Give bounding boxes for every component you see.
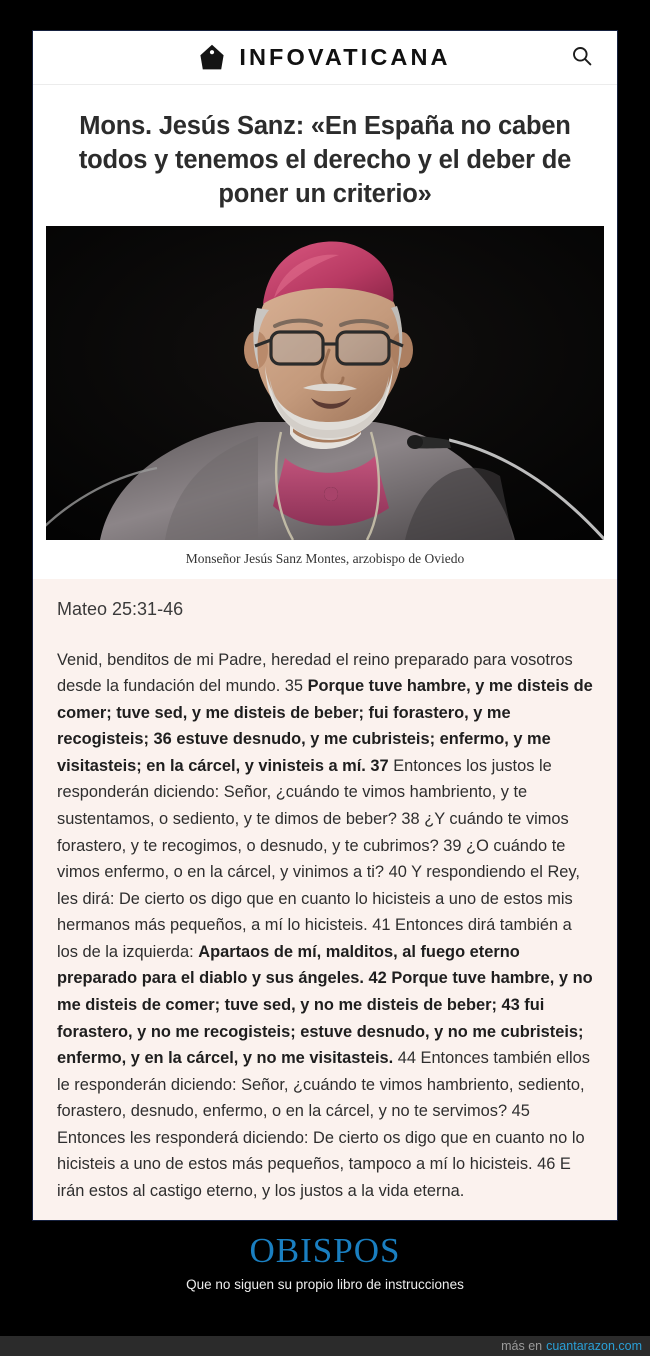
article-figure xyxy=(33,226,617,579)
scripture-bold-run: Apartaos de mí, malditos, al fuego eterno preparado para el diablo y sus ángeles. 42 Porque tuve hambre, y no me disteis de comer; tuve sed, y no me disteis de beber; 43 fui forastero, y no me recogisteis; estuve desnudo, y no me cubristeis; enfermo, y en la cárcel, y no me visitasteis. xyxy=(57,942,593,1068)
site-header xyxy=(33,31,617,84)
site-logo[interactable] xyxy=(199,44,450,71)
attribution-prefix: más en xyxy=(501,1338,543,1353)
article-photo xyxy=(46,226,604,540)
scripture-text-run: Entonces los justos le responderán diciendo: Señor, ¿cuándo te vimos hambriento, y te sustentamos, o sediento, y te dimos de beber? 38 ¿Y cuándo te vimos forastero, y te recogimos, o desnudo, y te cubrimos? 39 ¿O cuándo te vimos enfermo, o en la cárcel, y vinimos a ti? 40 Y respondiendo el Rey, les dirá: De cierto os digo que en cuanto lo hicisteis a uno de estos mis hermanos más pequeños, a mí lo hicisteis. 41 Entonces dirá también a los de la izquierda: xyxy=(57,756,580,961)
attribution-bar xyxy=(0,1336,650,1356)
meme-footer xyxy=(0,1221,650,1326)
scripture-bold-run: Porque tuve hambre, y me disteis de comer; tuve sed, y me disteis de beber; fui forastero, y me recogisteis; 36 estuve desnudo, y me cubristeis; enfermo, y me visitasteis; en la cárcel, y vinisteis a mí. 37 xyxy=(57,677,593,775)
scripture-text-run: Venid, benditos de mi Padre, heredad el reino preparado para vosotros desde la fundación del mundo. 35 xyxy=(57,650,573,696)
pen-nib-icon xyxy=(199,44,225,71)
scripture-section xyxy=(33,579,617,1221)
page-title: Mons. Jesús Sanz: «En España no caben todos y tenemos el derecho y el deber de poner un criterio» xyxy=(78,112,572,208)
brand-name: INFOVATICANA xyxy=(239,43,451,70)
article-card xyxy=(32,30,618,1221)
meme-subtitle: Que no siguen su propio libro de instrucciones xyxy=(186,1277,464,1293)
scripture-reference: Mateo 25:31-46 xyxy=(57,598,184,619)
headline-section xyxy=(33,85,617,226)
scripture-text-run: 44 Entonces también ellos le responderán diciendo: Señor, ¿cuándo te vimos hambriento, sediento, forastero, desnudo, enfermo, o en la cárcel, y no te servimos? 45 Entonces les responderá diciendo: De cierto os digo que en cuanto no lo hicisteis a uno de estos más pequeños, tampoco a mí lo hicisteis. 46 E irán estos al castigo eterno, y los justos a la vida eterna. xyxy=(57,1049,590,1201)
search-icon xyxy=(571,45,593,70)
scripture-body xyxy=(57,647,593,1205)
search-button[interactable] xyxy=(569,45,595,71)
meme-title: OBISPOS xyxy=(249,1231,401,1270)
photo-caption: Monseñor Jesús Sanz Montes, arzobispo de Oviedo xyxy=(46,540,604,579)
attribution-link[interactable]: cuantarazon.com xyxy=(546,1338,642,1353)
